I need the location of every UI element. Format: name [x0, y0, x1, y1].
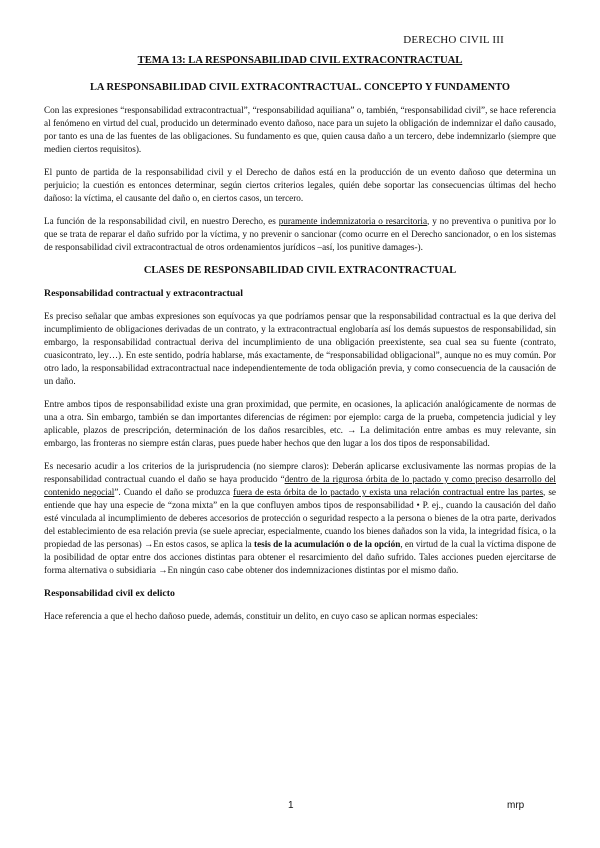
paragraph: Con las expresiones “responsabilidad extracontractual”, “responsabilidad aquiliana” o, también, “responsabilidad civil”, se hace referencia al fenómeno en virtud del cual, producido un determinado evento dañoso, nace para un sujeto la obligación de indemnizar el daño causado, por tanto es una de las fuentes de las obligaciones. Su fundamento es que, quien causa daño a un tercero, debe indemnizarlo (siempre que medien ciertos requisitos).: [44, 105, 556, 154]
document-body: [44, 54, 556, 633]
underlined-text: fuera de esta órbita de lo pactado y exista una relación contractual entre las partes: [233, 487, 544, 497]
subheading-contractual: Responsabilidad contractual y extracontractual: [44, 288, 243, 299]
text-run: La función de la responsabilidad civil, en nuestro Derecho, es: [44, 216, 279, 226]
paragraph: [44, 215, 556, 254]
paragraph: El punto de partida de la responsabilidad civil y el Derecho de daños está en la producción de un evento dañoso que determina un perjuicio; la cuestión es entonces determinar, según ciertos criterios legales, quién debe soportar las consecuencias últimas del hecho dañoso: la víctima, el causante del daño o, en ciertos casos, un tercero.: [44, 167, 556, 203]
text-run: ”. Cuando el daño se produzca: [114, 487, 234, 497]
text-run: , y no preventiva o punitiva por lo que se trata de reparar el daño sufrido por la víctima, y no prevenir o sancionar (como ocurre en el Derecho sancionador, o en los sistemas de responsabilidad civil extracontractual de otros ordenamientos jurídicos –así, los punitive damages-).: [44, 216, 556, 252]
page-number: 1: [288, 800, 294, 811]
text-run: , se entiende que hay una especie de “zona mixta” en la que confluyen ambos tipos de responsabilidad • P. ej., cuando la causación del daño esté vinculada al incumplimiento de deberes accesorios de protección o seguridad respecto a la persona o bienes de la otra parte, derivados del establecimiento de esa relación previa (se suele apreciar, especialmente, cuando los bienes dañados son la vida, la integridad física, o la propiedad de las personas) →En estos casos, se aplica la: [44, 487, 556, 549]
paragraph: Entre ambos tipos de responsabilidad existe una gran proximidad, que permite, en ocasiones, la aplicación analógicamente de normas de una a otra. Sin embargo, también se dan importantes diferencias de régimen: por ejemplo: carga de la prueba, competencia judicial y ley aplicable, plazos de prescripción, determinación de los daños resarcibles, etc. → La delimitación entre ambas es muy relevante, sin embargo, las fronteras no siempre están claras, pues puede haber hechos que den lugar a los dos tipos de responsabilidad.: [44, 399, 556, 448]
subheading-ex-delicto: Responsabilidad civil ex delicto: [44, 588, 175, 599]
author-initials: mrp: [507, 800, 525, 811]
section-heading-classes: CLASES DE RESPONSABILIDAD CIVIL EXTRACONTRACTUAL: [143, 265, 457, 276]
course-header: DERECHO CIVIL III: [403, 34, 504, 46]
document-title: TEMA 13: LA RESPONSABILIDAD CIVIL EXTRACONTRACTUAL: [137, 55, 463, 66]
section-heading-concept: LA RESPONSABILIDAD CIVIL EXTRACONTRACTUAL. CONCEPTO Y FUNDAMENTO: [89, 82, 510, 93]
underlined-text: dentro de la rigurosa órbita de lo pactado y como preciso desarrollo del contenido negocial: [44, 474, 556, 497]
underlined-text: puramente indemnizatoria o resarcitoria: [278, 216, 428, 226]
text-run: Es necesario acudir a los criterios de la jurisprudencia (no siempre claros): Deberán aplicarse exclusivamente las normas propias de la responsabilidad contractual cuando el daño se haya producido “: [44, 461, 556, 484]
bold-text: tesis de la acumulación o de la opción: [254, 539, 401, 549]
text-run: , en virtud de la cual la víctima dispone de la posibilidad de optar entre dos acciones distintas para obtener el resarcimiento del daño sufrido. Tales acciones pueden ejercitarse de forma alternativa o subsidiaria →En ningún caso cabe obtener dos indemnizaciones distintas por el mismo daño.: [44, 539, 556, 575]
paragraph: Es preciso señalar que ambas expresiones son equívocas ya que podríamos pensar que la responsabilidad contractual es la que deriva del incumplimiento de obligaciones derivadas de un contrato, y la extracontractual englobaría así los demás supuestos de responsabilidad, sin embargo, la responsabilidad contractual deriva del incumplimiento de una obligación preexistente, sea cual sea su fuente (contrato, cuasicontrato, ley…). En este sentido, podría hablarse, más exactamente, de “responsabilidad obligacional”, aunque no es muy común. Por otro lado, la responsabilidad extracontractual nace independientemente de toda obligación previa, y como consecuencia de la causación de un daño.: [44, 311, 556, 386]
paragraph: [44, 460, 556, 577]
paragraph: Hace referencia a que el hecho dañoso puede, además, constituir un delito, en cuyo caso se aplican normas especiales:: [44, 611, 478, 621]
